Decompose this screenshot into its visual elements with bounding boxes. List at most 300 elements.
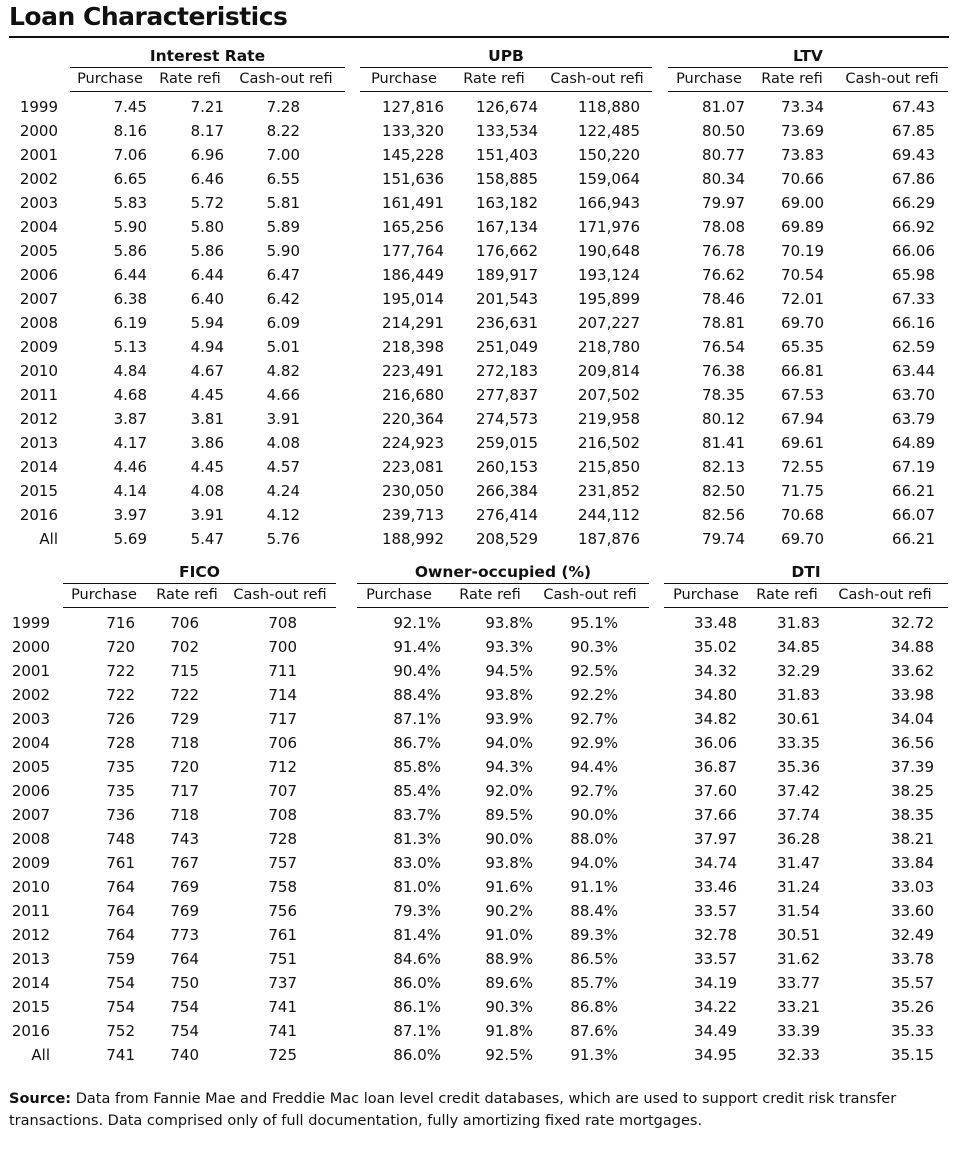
column-header-rule <box>70 91 345 92</box>
table-cell: 8.22 <box>266 122 300 140</box>
table-cell: 93.8% <box>485 686 533 704</box>
table-cell: 92.5% <box>485 1046 533 1064</box>
table-cell: 82.13 <box>702 458 745 476</box>
table-cell: 87.6% <box>570 1022 618 1040</box>
table-cell: 6.44 <box>190 266 224 284</box>
table-cell: 37.97 <box>694 830 737 848</box>
table-cell: 67.43 <box>892 98 935 116</box>
table-cell: 63.79 <box>892 410 935 428</box>
table-cell: 90.3% <box>485 998 533 1016</box>
row-year-label: 2015 <box>11 998 50 1016</box>
table-cell: 34.19 <box>694 974 737 992</box>
table-cell: 69.43 <box>892 146 935 164</box>
table-cell: 757 <box>268 854 297 872</box>
table-cell: 6.38 <box>113 290 147 308</box>
table-cell: 78.08 <box>702 218 745 236</box>
table-cell: 34.22 <box>694 998 737 1016</box>
table-cell: 92.2% <box>570 686 618 704</box>
table-cell: 251,049 <box>475 338 538 356</box>
table-cell: 79.97 <box>702 194 745 212</box>
table-cell: 118,880 <box>577 98 640 116</box>
table-cell: 70.66 <box>781 170 824 188</box>
column-header: Rate refi <box>159 71 221 87</box>
table-cell: 92.1% <box>393 614 441 632</box>
table-cell: 5.90 <box>266 242 300 260</box>
row-year-label: 2003 <box>11 710 50 728</box>
table-cell: 65.35 <box>781 338 824 356</box>
table-cell: 66.29 <box>892 194 935 212</box>
table-cell: 69.00 <box>781 194 824 212</box>
table-cell: 92.7% <box>570 782 618 800</box>
row-year-label: 2009 <box>11 854 50 872</box>
table-cell: 76.78 <box>702 242 745 260</box>
table-cell: 5.47 <box>190 530 224 548</box>
column-header: Cash-out refi <box>845 71 939 87</box>
table-cell: 716 <box>106 614 135 632</box>
table-cell: 736 <box>106 806 135 824</box>
table-cell: 72.01 <box>781 290 824 308</box>
table-cell: 707 <box>268 782 297 800</box>
table-cell: 79.3% <box>393 902 441 920</box>
table-cell: 767 <box>170 854 199 872</box>
table-cell: 31.24 <box>777 878 820 896</box>
table-cell: 31.54 <box>777 902 820 920</box>
table-cell: 751 <box>268 950 297 968</box>
table-cell: 66.21 <box>892 530 935 548</box>
table-cell: 5.94 <box>190 314 224 332</box>
table-cell: 244,112 <box>577 506 640 524</box>
table-cell: 35.26 <box>891 998 934 1016</box>
table-cell: 88.4% <box>393 686 441 704</box>
column-header: Cash-out refi <box>550 71 644 87</box>
table-cell: 80.12 <box>702 410 745 428</box>
table-cell: 35.57 <box>891 974 934 992</box>
table-cell: 239,713 <box>381 506 444 524</box>
table-cell: 34.82 <box>694 710 737 728</box>
table-cell: 761 <box>268 926 297 944</box>
table-cell: 78.81 <box>702 314 745 332</box>
column-header-rule <box>664 607 948 608</box>
table-cell: 216,680 <box>381 386 444 404</box>
row-year-label: 2011 <box>11 902 50 920</box>
table-cell: 90.0% <box>570 806 618 824</box>
row-year-label: 2012 <box>11 926 50 944</box>
table-cell: 758 <box>268 878 297 896</box>
table-cell: 67.33 <box>892 290 935 308</box>
table-cell: 33.48 <box>694 614 737 632</box>
table-cell: 73.69 <box>781 122 824 140</box>
row-year-label: 2012 <box>19 410 58 428</box>
table-cell: 272,183 <box>475 362 538 380</box>
table-cell: 702 <box>170 638 199 656</box>
column-header-rule <box>357 607 649 608</box>
table-cell: 4.45 <box>190 386 224 404</box>
table-cell: 31.47 <box>777 854 820 872</box>
table-cell: 89.6% <box>485 974 533 992</box>
table-cell: 66.16 <box>892 314 935 332</box>
table-cell: 32.78 <box>694 926 737 944</box>
table-cell: 741 <box>268 998 297 1016</box>
table-cell: 706 <box>268 734 297 752</box>
table-cell: 82.56 <box>702 506 745 524</box>
table-cell: 717 <box>170 782 199 800</box>
table-cell: 86.0% <box>393 1046 441 1064</box>
table-cell: 4.45 <box>190 458 224 476</box>
source-label: Source: <box>9 1091 72 1107</box>
table-cell: 92.7% <box>570 710 618 728</box>
table-cell: 6.47 <box>266 266 300 284</box>
table-cell: 78.46 <box>702 290 745 308</box>
table-cell: 83.0% <box>393 854 441 872</box>
row-year-label: 2002 <box>11 686 50 704</box>
table-cell: 737 <box>268 974 297 992</box>
table-cell: 30.51 <box>777 926 820 944</box>
table-cell: 66.06 <box>892 242 935 260</box>
table-cell: 33.77 <box>777 974 820 992</box>
table-cell: 720 <box>106 638 135 656</box>
table-cell: 70.68 <box>781 506 824 524</box>
table-cell: 187,876 <box>577 530 640 548</box>
table-cell: 31.62 <box>777 950 820 968</box>
table-cell: 32.49 <box>891 926 934 944</box>
table-cell: 748 <box>106 830 135 848</box>
table-cell: 63.70 <box>892 386 935 404</box>
table-cell: 36.28 <box>777 830 820 848</box>
table-cell: 32.29 <box>777 662 820 680</box>
table-cell: 35.15 <box>891 1046 934 1064</box>
table-cell: 67.19 <box>892 458 935 476</box>
table-cell: 150,220 <box>577 146 640 164</box>
table-cell: 34.85 <box>777 638 820 656</box>
table-cell: 715 <box>170 662 199 680</box>
source-note <box>9 1088 949 1132</box>
table-cell: 717 <box>268 710 297 728</box>
table-cell: 5.72 <box>190 194 224 212</box>
table-cell: 741 <box>106 1046 135 1064</box>
column-header: Purchase <box>366 587 432 603</box>
row-year-label: 2013 <box>19 434 58 452</box>
table-cell: 158,885 <box>475 170 538 188</box>
table-cell: 712 <box>268 758 297 776</box>
table-cell: 34.32 <box>694 662 737 680</box>
table-cell: 33.03 <box>891 878 934 896</box>
table-cell: 66.21 <box>892 482 935 500</box>
table-cell: 6.19 <box>113 314 147 332</box>
table-cell: 4.68 <box>113 386 147 404</box>
table-cell: 190,648 <box>577 242 640 260</box>
table-cell: 215,850 <box>577 458 640 476</box>
table-cell: 93.3% <box>485 638 533 656</box>
row-year-label: 2006 <box>19 266 58 284</box>
column-header: Rate refi <box>761 71 823 87</box>
column-header: Purchase <box>77 71 143 87</box>
table-cell: 70.54 <box>781 266 824 284</box>
row-year-label: 2000 <box>11 638 50 656</box>
table-cell: 167,134 <box>475 218 538 236</box>
table-cell: 33.62 <box>891 662 934 680</box>
row-year-label: 2007 <box>19 290 58 308</box>
table-cell: 5.69 <box>113 530 147 548</box>
table-cell: 8.17 <box>190 122 224 140</box>
title-divider <box>9 36 949 38</box>
row-year-label: 2007 <box>11 806 50 824</box>
table-cell: 151,636 <box>381 170 444 188</box>
row-year-label: 2011 <box>19 386 58 404</box>
table-cell: 728 <box>106 734 135 752</box>
table-cell: 90.3% <box>570 638 618 656</box>
table-cell: 66.07 <box>892 506 935 524</box>
row-year-label: 2008 <box>19 314 58 332</box>
table-cell: 220,364 <box>381 410 444 428</box>
column-header: Rate refi <box>463 71 525 87</box>
table-cell: 38.35 <box>891 806 934 824</box>
table-cell: 37.66 <box>694 806 737 824</box>
column-header-rule <box>360 91 652 92</box>
table-cell: 30.61 <box>777 710 820 728</box>
table-cell: 6.65 <box>113 170 147 188</box>
table-cell: 769 <box>170 878 199 896</box>
table-cell: 92.0% <box>485 782 533 800</box>
table-cell: 224,923 <box>381 434 444 452</box>
table-cell: 3.97 <box>113 506 147 524</box>
table-cell: 740 <box>170 1046 199 1064</box>
row-year-label: 2009 <box>19 338 58 356</box>
table-cell: 69.70 <box>781 314 824 332</box>
table-cell: 4.57 <box>266 458 300 476</box>
table-cell: 32.33 <box>777 1046 820 1064</box>
group-title-owner-occupied: Owner-occupied (%) <box>414 563 592 581</box>
table-cell: 5.89 <box>266 218 300 236</box>
group-title-dti: DTI <box>791 563 821 581</box>
table-cell: 6.96 <box>190 146 224 164</box>
table-cell: 151,403 <box>475 146 538 164</box>
table-cell: 33.84 <box>891 854 934 872</box>
table-cell: 5.86 <box>190 242 224 260</box>
table-cell: 700 <box>268 638 297 656</box>
row-year-label: 2010 <box>19 362 58 380</box>
table-cell: 743 <box>170 830 199 848</box>
table-cell: 31.83 <box>777 686 820 704</box>
table-cell: 7.06 <box>113 146 147 164</box>
row-year-label: 2016 <box>11 1022 50 1040</box>
table-cell: 73.83 <box>781 146 824 164</box>
table-cell: 4.82 <box>266 362 300 380</box>
table-cell: 3.81 <box>190 410 224 428</box>
column-header-rule <box>63 607 336 608</box>
table-cell: 84.6% <box>393 950 441 968</box>
row-year-label: 2002 <box>19 170 58 188</box>
table-cell: 33.39 <box>777 1022 820 1040</box>
table-cell: 5.81 <box>266 194 300 212</box>
table-cell: 728 <box>268 830 297 848</box>
table-cell: 7.21 <box>190 98 224 116</box>
table-cell: 38.25 <box>891 782 934 800</box>
table-cell: 34.04 <box>891 710 934 728</box>
table-cell: 761 <box>106 854 135 872</box>
table-cell: 5.90 <box>113 218 147 236</box>
table-cell: 708 <box>268 614 297 632</box>
table-cell: 754 <box>106 974 135 992</box>
table-cell: 89.3% <box>570 926 618 944</box>
column-header: Rate refi <box>459 587 521 603</box>
table-cell: 5.80 <box>190 218 224 236</box>
table-cell: 7.00 <box>266 146 300 164</box>
table-cell: 91.0% <box>485 926 533 944</box>
column-header-rule <box>668 91 948 92</box>
row-year-label: 1999 <box>19 98 58 116</box>
table-cell: 35.36 <box>777 758 820 776</box>
table-cell: 91.3% <box>570 1046 618 1064</box>
source-text: Data from Fannie Mae and Freddie Mac loan level credit databases, which are used to support credit risk transfer transactions. Data comprised only of full documentation, fully amortizing fixed rate mortgages. <box>9 1091 897 1129</box>
column-header: Cash-out refi <box>838 587 932 603</box>
row-year-label: 2010 <box>11 878 50 896</box>
table-cell: 163,182 <box>475 194 538 212</box>
row-year-label: 2013 <box>11 950 50 968</box>
table-cell: 5.76 <box>266 530 300 548</box>
table-cell: 92.5% <box>570 662 618 680</box>
column-header: Cash-out refi <box>239 71 333 87</box>
table-cell: 34.95 <box>694 1046 737 1064</box>
table-cell: 76.38 <box>702 362 745 380</box>
table-cell: 81.0% <box>393 878 441 896</box>
table-cell: 752 <box>106 1022 135 1040</box>
column-header: Purchase <box>676 71 742 87</box>
table-cell: 62.59 <box>892 338 935 356</box>
column-header: Purchase <box>673 587 739 603</box>
table-cell: 35.33 <box>891 1022 934 1040</box>
table-cell: 35.02 <box>694 638 737 656</box>
table-cell: 754 <box>170 1022 199 1040</box>
table-cell: 33.57 <box>694 902 737 920</box>
table-cell: 214,291 <box>381 314 444 332</box>
table-cell: 230,050 <box>381 482 444 500</box>
table-cell: 754 <box>106 998 135 1016</box>
table-cell: 726 <box>106 710 135 728</box>
table-cell: 6.09 <box>266 314 300 332</box>
table-cell: 171,976 <box>577 218 640 236</box>
table-cell: 729 <box>170 710 199 728</box>
table-cell: 218,398 <box>381 338 444 356</box>
table-cell: 4.14 <box>113 482 147 500</box>
table-cell: 4.12 <box>266 506 300 524</box>
table-cell: 764 <box>106 926 135 944</box>
table-cell: 91.4% <box>393 638 441 656</box>
table-cell: 76.62 <box>702 266 745 284</box>
table-cell: 159,064 <box>577 170 640 188</box>
table-cell: 236,631 <box>475 314 538 332</box>
table-cell: 33.21 <box>777 998 820 1016</box>
row-year-label: 2004 <box>11 734 50 752</box>
table-cell: 6.46 <box>190 170 224 188</box>
table-cell: 81.41 <box>702 434 745 452</box>
table-cell: 33.35 <box>777 734 820 752</box>
table-cell: 93.8% <box>485 854 533 872</box>
table-cell: 208,529 <box>475 530 538 548</box>
table-cell: 4.84 <box>113 362 147 380</box>
row-year-label: 2008 <box>11 830 50 848</box>
table-cell: 94.3% <box>485 758 533 776</box>
table-cell: 260,153 <box>475 458 538 476</box>
table-cell: 67.94 <box>781 410 824 428</box>
table-cell: 82.50 <box>702 482 745 500</box>
table-cell: 6.40 <box>190 290 224 308</box>
table-cell: 33.98 <box>891 686 934 704</box>
table-cell: 5.01 <box>266 338 300 356</box>
row-year-label: 2014 <box>11 974 50 992</box>
table-cell: 88.0% <box>570 830 618 848</box>
row-year-label: 2005 <box>11 758 50 776</box>
table-cell: 7.28 <box>266 98 300 116</box>
table-cell: 718 <box>170 734 199 752</box>
table-cell: 277,837 <box>475 386 538 404</box>
table-cell: 85.7% <box>570 974 618 992</box>
table-cell: 94.0% <box>485 734 533 752</box>
table-cell: 92.9% <box>570 734 618 752</box>
table-cell: 722 <box>106 686 135 704</box>
table-cell: 207,227 <box>577 314 640 332</box>
table-cell: 80.34 <box>702 170 745 188</box>
row-year-label: All <box>39 530 58 548</box>
table-cell: 193,124 <box>577 266 640 284</box>
table-cell: 161,491 <box>381 194 444 212</box>
table-cell: 165,256 <box>381 218 444 236</box>
table-cell: 80.77 <box>702 146 745 164</box>
table-cell: 195,014 <box>381 290 444 308</box>
table-cell: 274,573 <box>475 410 538 428</box>
table-cell: 94.4% <box>570 758 618 776</box>
table-cell: 37.42 <box>777 782 820 800</box>
table-cell: 80.50 <box>702 122 745 140</box>
bottom-table <box>0 561 966 1066</box>
table-cell: 6.42 <box>266 290 300 308</box>
table-cell: 231,852 <box>577 482 640 500</box>
table-cell: 4.94 <box>190 338 224 356</box>
top-table <box>0 45 966 550</box>
table-cell: 69.70 <box>781 530 824 548</box>
table-cell: 4.46 <box>113 458 147 476</box>
table-cell: 4.24 <box>266 482 300 500</box>
table-cell: 67.85 <box>892 122 935 140</box>
table-cell: 86.5% <box>570 950 618 968</box>
table-cell: 722 <box>170 686 199 704</box>
table-cell: 764 <box>106 878 135 896</box>
table-cell: 209,814 <box>577 362 640 380</box>
table-cell: 4.67 <box>190 362 224 380</box>
table-cell: 76.54 <box>702 338 745 356</box>
table-cell: 89.5% <box>485 806 533 824</box>
table-cell: 72.55 <box>781 458 824 476</box>
table-cell: 764 <box>106 902 135 920</box>
table-cell: 7.45 <box>113 98 147 116</box>
table-cell: 769 <box>170 902 199 920</box>
row-year-label: 2016 <box>19 506 58 524</box>
table-cell: 188,992 <box>381 530 444 548</box>
table-cell: 90.4% <box>393 662 441 680</box>
column-header: Cash-out refi <box>543 587 637 603</box>
row-year-label: 2004 <box>19 218 58 236</box>
table-cell: 276,414 <box>475 506 538 524</box>
column-header: Cash-out refi <box>233 587 327 603</box>
table-cell: 67.53 <box>781 386 824 404</box>
table-cell: 86.7% <box>393 734 441 752</box>
row-year-label: 2001 <box>11 662 50 680</box>
table-cell: 36.06 <box>694 734 737 752</box>
table-cell: 126,674 <box>475 98 538 116</box>
table-cell: 86.1% <box>393 998 441 1016</box>
table-cell: 708 <box>268 806 297 824</box>
table-cell: 223,491 <box>381 362 444 380</box>
table-cell: 85.4% <box>393 782 441 800</box>
